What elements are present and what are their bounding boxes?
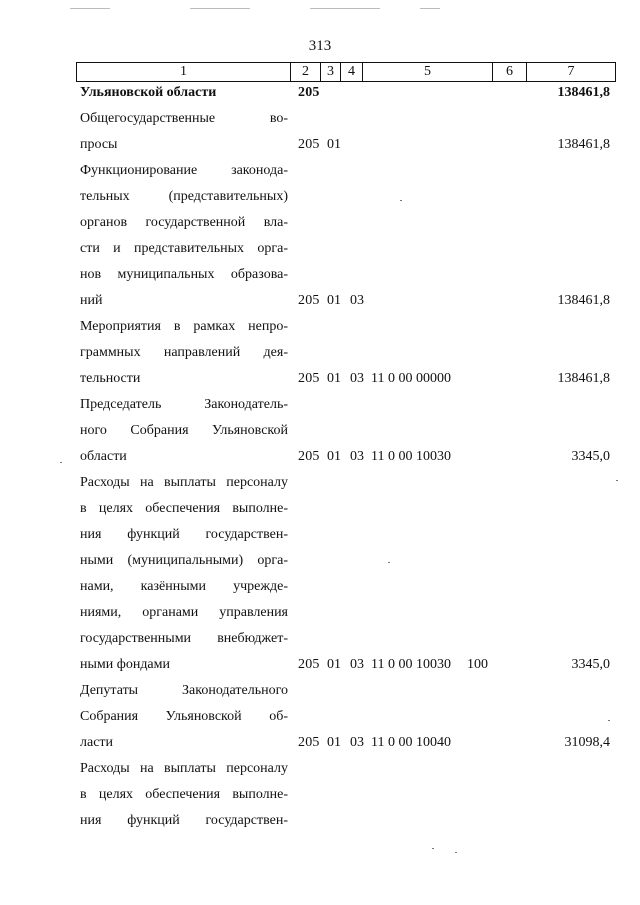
scan-speck [616,480,618,481]
expense-type-code: 100 [467,657,488,672]
table-line [80,522,610,548]
line-description: ласти [80,735,114,750]
target-article-code: 11 0 00 00000 [371,371,451,386]
section-code: 01 [327,657,341,672]
line-description: государственными внебюджет- [80,631,288,646]
line-description: Собрания Ульяновской об- [80,709,288,724]
line-description: Мероприятия в рамках непро- [80,319,288,334]
table-line [80,808,610,834]
admin-code: 205 [298,657,320,672]
line-description: ными фондами [80,657,171,672]
amount-value: 138461,8 [557,85,610,100]
section-code: 01 [327,293,341,308]
table-line [80,652,610,678]
line-description: в целях обеспечения выполне- [80,787,288,802]
line-description: Председатель Законодатель- [80,397,288,412]
table-line [80,314,610,340]
subsection-code: 03 [350,371,364,386]
line-description: ниями, органами управления [80,605,288,620]
table-line [80,392,610,418]
table-line [80,158,610,184]
section-code: 01 [327,371,341,386]
line-description: Функционирование законода- [80,163,288,178]
table-line [80,288,610,314]
line-description: ния функций государствен- [80,527,288,542]
subsection-code: 03 [350,293,364,308]
scan-speck [432,848,434,849]
scan-speck [400,200,402,201]
header-col-3: 3 [321,63,341,81]
amount-value: 138461,8 [557,137,610,152]
table-line [80,106,610,132]
amount-value: 138461,8 [557,371,610,386]
table-line [80,704,610,730]
table-line [80,496,610,522]
line-description: нами, казёнными учрежде- [80,579,288,594]
table-line [80,470,610,496]
header-col-7: 7 [567,64,575,79]
line-description: граммных направлений дея- [80,345,288,360]
scan-artifact [420,8,440,9]
section-code: 01 [327,735,341,750]
table-line [80,236,610,262]
line-description: ний [80,293,103,308]
target-article-code: 11 0 00 10030 [371,657,451,672]
line-description: ными (муниципальными) орга- [80,553,288,568]
table-line [80,418,610,444]
scan-artifact [190,8,250,9]
table-line [80,756,610,782]
table-line [80,574,610,600]
amount-value: 31098,4 [564,735,610,750]
table-line [80,366,610,392]
header-col-2: 2 [291,63,321,81]
table-line [80,184,610,210]
scan-artifact [70,8,110,9]
page-number: 313 [308,38,332,54]
line-description: ного Собрания Ульяновской [80,423,288,438]
table-line [80,730,610,756]
admin-code: 205 [298,371,320,386]
target-article-code: 11 0 00 10030 [371,449,451,464]
admin-code: 205 [298,85,320,100]
amount-value: 3345,0 [571,657,610,672]
line-description: области [80,449,127,464]
line-description: Расходы на выплаты персоналу [80,761,288,776]
line-description: ния функций государствен- [80,813,288,828]
table-line [80,340,610,366]
line-description: Депутаты Законодательного [80,683,288,698]
table-line [80,678,610,704]
table-line [80,210,610,236]
line-description: тельности [80,371,141,386]
admin-code: 205 [298,137,320,152]
line-description: просы [80,137,118,152]
line-description: органов государственной вла- [80,215,288,230]
subsection-code: 03 [350,449,364,464]
line-description: в целях обеспечения выполне- [80,501,288,516]
section-code: 01 [327,137,341,152]
admin-code: 205 [298,735,320,750]
line-description: Общегосударственные во- [80,111,288,126]
amount-value: 3345,0 [571,449,610,464]
table-line [80,132,610,158]
table-line [80,782,610,808]
header-col-4: 4 [341,63,363,81]
line-description: тельных (представительных) [80,189,288,204]
table-line [80,626,610,652]
scan-speck [388,562,390,563]
admin-code: 205 [298,293,320,308]
header-col-5: 5 [363,63,493,81]
target-article-code: 11 0 00 10040 [371,735,451,750]
header-col-1: 1 [77,63,291,81]
admin-code: 205 [298,449,320,464]
table-line [80,548,610,574]
subsection-code: 03 [350,657,364,672]
section-code: 01 [327,449,341,464]
line-description: Расходы на выплаты персоналу [80,475,288,490]
table-line [80,444,610,470]
table-header [76,62,616,82]
scan-artifact [310,8,380,9]
scan-speck [455,852,457,853]
table-line [80,262,610,288]
table-line [80,80,610,106]
line-description: сти и представительных орга- [80,241,288,256]
line-description: Ульяновской области [80,85,217,100]
scan-speck [60,462,62,463]
scan-speck [608,720,610,721]
table-line [80,600,610,626]
amount-value: 138461,8 [557,293,610,308]
header-col-6: 6 [493,63,527,81]
line-description: нов муниципальных образова- [80,267,288,282]
subsection-code: 03 [350,735,364,750]
